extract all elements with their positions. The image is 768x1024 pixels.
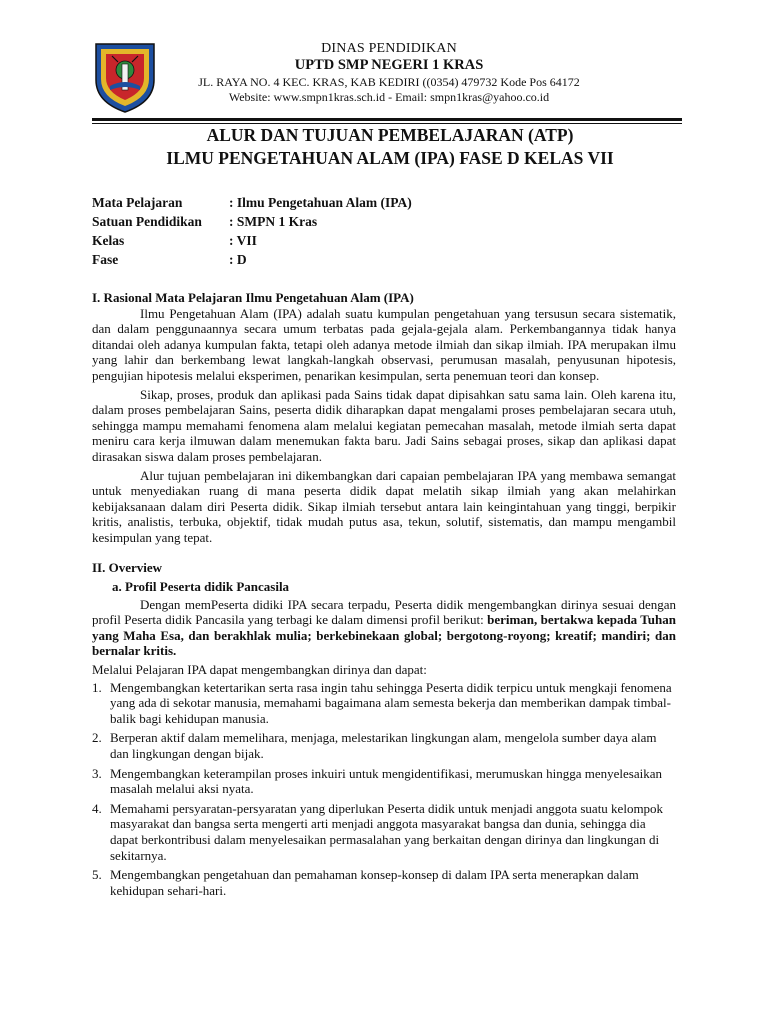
info-value: : VII xyxy=(229,233,257,248)
list-text: Berperan aktif dalam memelihara, menjaga, melestarikan lingkungan alam, mengelola sumber daya alam dan lingkungan dengan bijak. xyxy=(110,730,657,762)
letterhead-agency: DINAS PENDIDIKAN xyxy=(321,41,457,56)
document-body xyxy=(92,290,676,902)
list-text: Mengembangkan ketertarikan serta rasa ingin tahu sehingga Peserta didik terpicu untuk mengkaji fenomena yang ada di sekotar manusia, memahami bagaimana alam semesta bekerja dan memberikan dampak timbal-balik bagi kehidupan manusia. xyxy=(110,679,672,726)
document-title-line1: ALUR DAN TUJUAN PEMBELAJARAN (ATP) xyxy=(206,125,574,145)
list-item xyxy=(92,801,676,863)
section-heading: I. Rasional Mata Pelajaran Ilmu Pengetahuan Alam (IPA) xyxy=(92,290,414,305)
letterhead-school-name: UPTD SMP NEGERI 1 KRAS xyxy=(294,57,484,73)
paragraph: Melalui Pelajaran IPA dapat mengembangkan dirinya dan dapat: xyxy=(92,662,427,678)
subject-info-table xyxy=(92,193,592,269)
info-row xyxy=(92,231,592,250)
list-number: 2. xyxy=(92,730,102,746)
list-item xyxy=(92,766,676,797)
info-value: : SMPN 1 Kras xyxy=(229,214,318,229)
list-number: 4. xyxy=(92,800,102,816)
subsection-heading: a. Profil Peserta didik Pancasila xyxy=(112,579,290,595)
list-text: Memahami persyaratan-persyaratan yang diperlukan Peserta didik untuk menjadi anggota suatu kelompok masyarakat dan bangsa serta mengerti arti menjadi anggota masyarakat bangsa dan dunia, sehingga dia dapat berkontribusi dalam menyelesaikan permasalahan yang berkaitan dengan dirinya dan lingkungan di sekitarnya. xyxy=(110,800,664,863)
section-heading: II. Overview xyxy=(92,559,163,575)
document-title-line2: ILMU PENGETAHUAN ALAM (IPA) FASE D KELAS VII xyxy=(166,148,614,168)
list-number: 5. xyxy=(92,867,102,883)
info-row xyxy=(92,212,592,231)
info-label: Fase xyxy=(92,252,119,267)
list-text: Mengembangkan pengetahuan dan pemahaman konsep-konsep di dalam IPA serta menerapkan dalam kehidupan sehari-hari. xyxy=(110,867,639,898)
list-number: 1. xyxy=(92,679,102,695)
profile-dimensions-text: beriman, bertakwa kepada Tuhan yang Maha Esa, dan berakhlak mulia; berkebinekaan global; bergotong-royong; kreatif; mandiri; dan bernalar kritis. xyxy=(92,612,676,659)
kabupaten-kediri-logo-icon xyxy=(92,40,158,114)
letterhead-address: JL. RAYA NO. 4 KEC. KRAS, KAB KEDIRI ((0354) 479732 Kode Pos 64172 xyxy=(198,75,580,89)
document-title xyxy=(80,124,700,170)
info-row xyxy=(92,250,592,269)
numbered-list xyxy=(92,680,676,899)
paragraph: Sikap, proses, produk dan aplikasi pada Sains tidak dapat dipisahkan satu sama lain. Oleh karena itu, dalam proses pembelajaran Sains, peserta didik diharapkan dapat mengalami proses pembelajaran secara utuh, sehingga mampu memahami fenomena alam melalui kegiatan pemecahan masalah, metode ilmiah serta dapat meniru cara kerja ilmuwan dalam menemukan fakta baru. Jadi Sains sebagai proses, sikap dan aplikasi dapat dirasakan siswa dalam proses pembelajaran. xyxy=(92,386,676,464)
letterhead-contact: Website: www.smpn1kras.sch.id - Email: smpn1kras@yahoo.co.id xyxy=(228,90,550,104)
info-label: Mata Pelajaran xyxy=(92,195,183,210)
paragraph-text: Dengan memPeserta didiki IPA secara terpadu, Peserta didik mengembangkan dirinya sesuai dengan profil Peserta didik Pancasila yang terbagi ke dalam dimensi profil berikut: xyxy=(92,596,676,628)
list-number: 3. xyxy=(92,765,102,781)
info-value: : Ilmu Pengetahuan Alam (IPA) xyxy=(229,195,412,210)
paragraph: Ilmu Pengetahuan Alam (IPA) adalah suatu kumpulan pengetahuan yang tersusun secara sistematik, dan dalam penggunaannya secara umum terbatas pada gejala-gejala alam. Perkembangannya tidak hanya ditandai oleh adanya kumpulan fakta, tetapi oleh adanya metode ilmiah dan sikap ilmiah. IPA merupakan ilmu yang lahir dan berkembang lewat langkah-langkah observasi, perumusan masalah, penyusunan hipotesis, pengujian hipotesis melalui eksperimen, penarikan kesimpulan, serta penemuan teori dan konsep. xyxy=(92,305,676,383)
letterhead-divider-thick xyxy=(92,118,682,121)
paragraph xyxy=(92,597,676,659)
letterhead xyxy=(170,41,608,105)
list-item xyxy=(92,680,676,727)
info-label: Satuan Pendidikan xyxy=(92,214,202,229)
list-item xyxy=(92,867,676,898)
paragraph: Alur tujuan pembelajaran ini dikembangkan dari capaian pembelajaran IPA yang membawa semangat untuk menyediakan ruang di mana peserta didik dapat melatih sikap ilmiah yang akan melahirkan kebijaksanaan dalam diri Peserta didik. Sikap ilmiah tersebut antara lain keingintahuan yang tinggi, berpikir kritis, analistis, terbuka, objektif, tidak mudah putus asa, tekun, solutif, sistematis, dan mampu mengambil kesimpulan yang tepat. xyxy=(92,467,676,545)
info-row xyxy=(92,193,592,212)
list-text: Mengembangkan keterampilan proses inkuiri untuk mengidentifikasi, merumuskan hingga menyelesaikan masalah melalui aksi nyata. xyxy=(110,765,662,797)
info-value: : D xyxy=(229,252,247,267)
list-item xyxy=(92,730,676,761)
info-label: Kelas xyxy=(92,233,125,248)
